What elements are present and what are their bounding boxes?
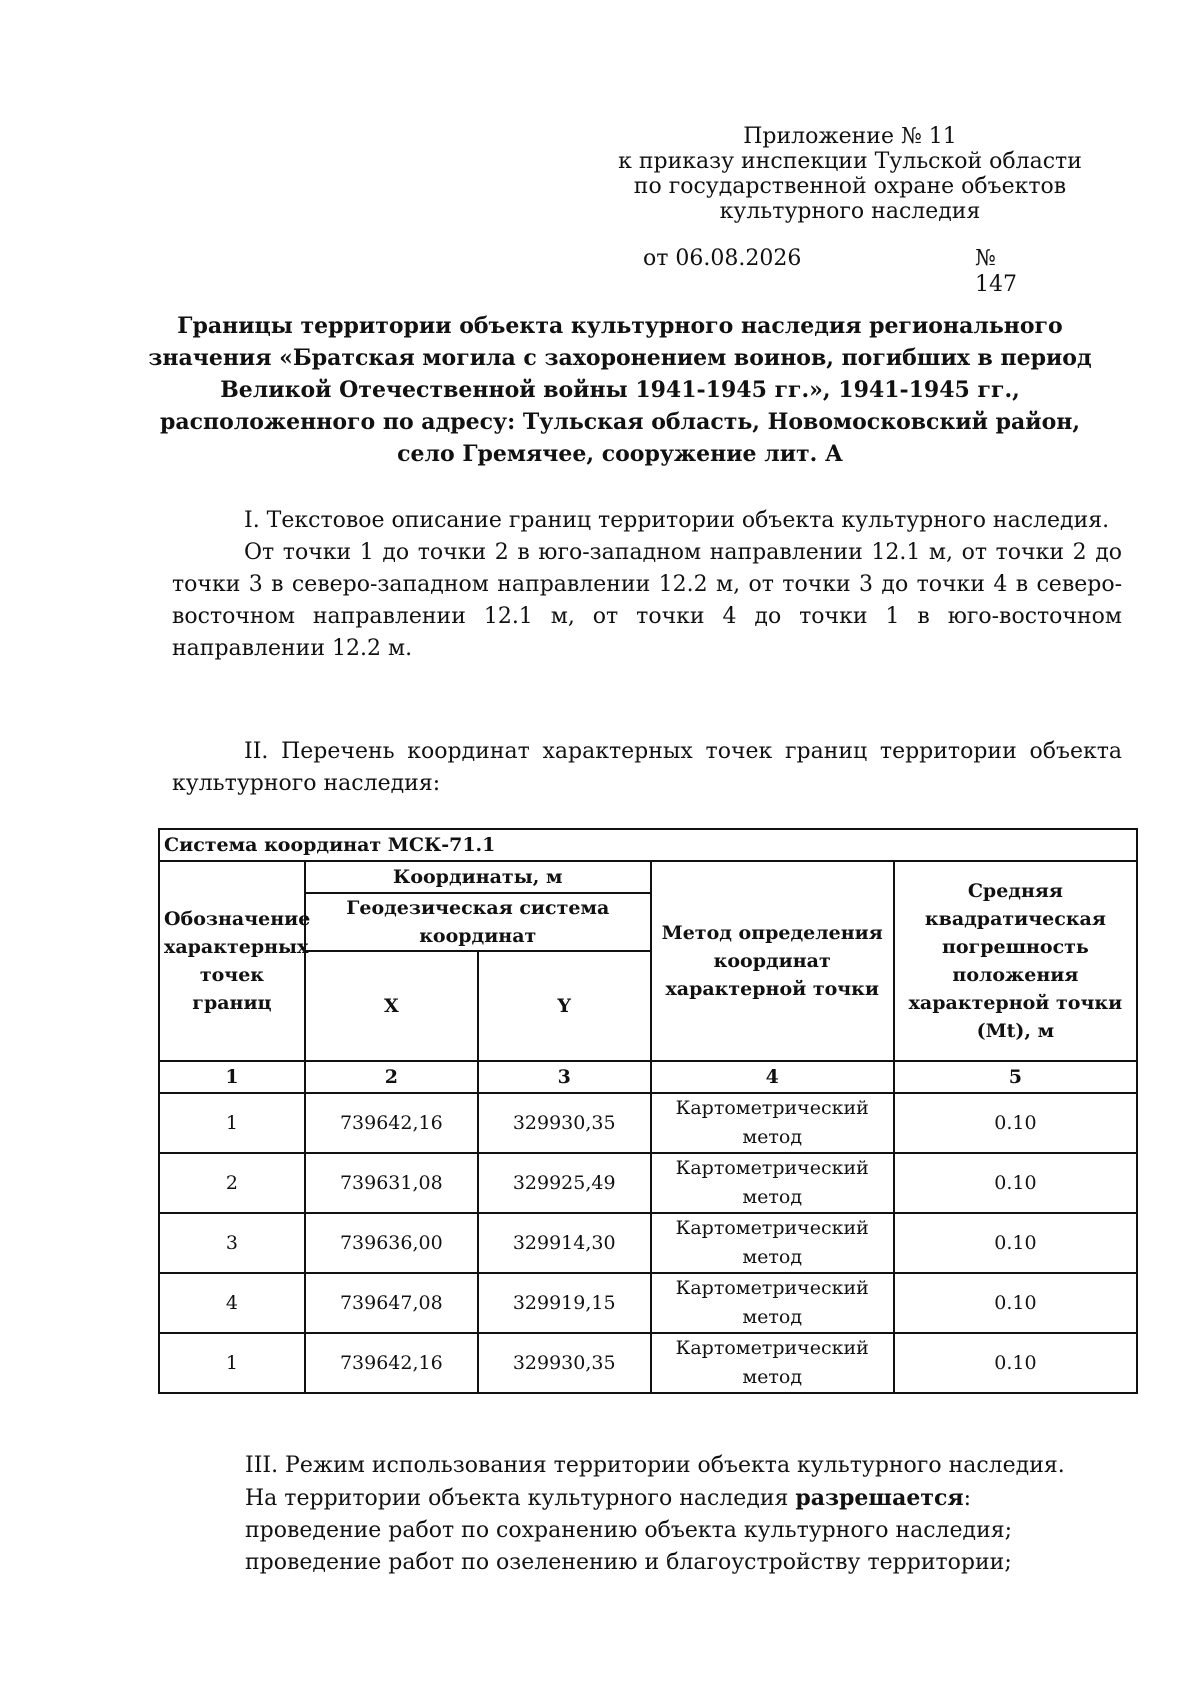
cell-point: 2 [159, 1153, 305, 1213]
col-header-point: Обозначение характерных точек границ [159, 861, 305, 1061]
title-line: село Гремячее, сооружение лит. А [397, 441, 843, 467]
cell-error: 0.10 [894, 1333, 1137, 1393]
cell-x: 739647,08 [305, 1273, 478, 1333]
section-usage-regime [245, 1450, 1125, 1579]
column-index: 3 [478, 1061, 651, 1093]
cell-error: 0.10 [894, 1213, 1137, 1273]
allowed-suffix: : [963, 1486, 972, 1511]
allowed-prefix: На территории объекта культурного наследия [245, 1486, 796, 1511]
cell-method: Картометрический метод [651, 1093, 894, 1153]
table-row [159, 1333, 1137, 1393]
appendix-header [580, 124, 1120, 224]
table-row [159, 1093, 1137, 1153]
cell-error: 0.10 [894, 1093, 1137, 1153]
col-header-error: Средняя квадратическая погрешность положения характерной точки (Mt), м [894, 861, 1137, 1061]
table-row [159, 1153, 1137, 1213]
section-coordinates-list [172, 736, 1122, 800]
section1-heading: I. Текстовое описание границ территории объекта культурного наследия. [244, 508, 1110, 533]
appendix-line: по государственной охране объектов [633, 174, 1067, 199]
coordinate-system: Система координат МСК-71.1 [159, 829, 1137, 861]
cell-x: 739636,00 [305, 1213, 478, 1273]
section3-heading: III. Режим использования территории объекта культурного наследия. [245, 1453, 1065, 1478]
appendix-line: к приказу инспекции Тульской области [618, 149, 1082, 174]
col-header-coords: Координаты, м [305, 861, 651, 893]
section2-heading: II. Перечень координат характерных точек границ территории объекта культурного наследия: [172, 739, 1122, 796]
order-number: № 147 [975, 246, 1017, 297]
column-index: 5 [894, 1061, 1137, 1093]
cell-point: 1 [159, 1333, 305, 1393]
appendix-line: Приложение № 11 [743, 124, 957, 149]
cell-method: Картометрический метод [651, 1153, 894, 1213]
cell-y: 329925,49 [478, 1153, 651, 1213]
allowed-item: проведение работ по озеленению и благоустройству территории; [245, 1550, 1012, 1575]
order-date-number [643, 246, 1043, 297]
col-header-method: Метод определения координат характерной точки [651, 861, 894, 1061]
column-index-row [159, 1061, 1137, 1093]
cell-point: 1 [159, 1093, 305, 1153]
cell-y: 329914,30 [478, 1213, 651, 1273]
cell-x: 739642,16 [305, 1333, 478, 1393]
table-row [159, 1213, 1137, 1273]
title-line: Великой Отечественной войны 1941-1945 гг.», 1941-1945 гг., [220, 377, 1020, 403]
allowed-line [245, 1482, 1125, 1515]
cell-x: 739642,16 [305, 1093, 478, 1153]
allowed-word: разрешается [795, 1485, 964, 1511]
cell-x: 739631,08 [305, 1153, 478, 1213]
column-index: 1 [159, 1061, 305, 1093]
allowed-item: проведение работ по сохранению объекта культурного наследия; [245, 1518, 1013, 1543]
col-header-x: X [305, 951, 478, 1061]
cell-method: Картометрический метод [651, 1333, 894, 1393]
appendix-line: культурного наследия [719, 199, 981, 224]
cell-point: 3 [159, 1213, 305, 1273]
table-row [159, 1273, 1137, 1333]
col-header-geodetic: Геодезическая система координат [305, 893, 651, 951]
col-header-y: Y [478, 951, 651, 1061]
cell-y: 329919,15 [478, 1273, 651, 1333]
cell-error: 0.10 [894, 1153, 1137, 1213]
cell-y: 329930,35 [478, 1093, 651, 1153]
section1-text: От точки 1 до точки 2 в юго-западном направлении 12.1 м, от точки 2 до точки 3 в северо-западном направлении 12.2 м, от точки 3 до точки 4 в северо-восточном направлении 12.1 м, от точки 4 до точки 1 в юго-восточном направлении 12.2 м. [172, 540, 1122, 661]
column-index: 2 [305, 1061, 478, 1093]
order-date: от 06.08.2026 [643, 246, 802, 271]
title-line: Границы территории объекта культурного наследия регионального [177, 313, 1063, 339]
document-title [120, 310, 1120, 470]
cell-y: 329930,35 [478, 1333, 651, 1393]
cell-method: Картометрический метод [651, 1213, 894, 1273]
cell-method: Картометрический метод [651, 1273, 894, 1333]
coordinates-table [158, 828, 1138, 1394]
cell-point: 4 [159, 1273, 305, 1333]
title-line: значения «Братская могила с захоронением воинов, погибших в период [148, 345, 1092, 371]
section-text-description [172, 505, 1122, 665]
title-line: расположенного по адресу: Тульская область, Новомосковский район, [159, 409, 1081, 435]
cell-error: 0.10 [894, 1273, 1137, 1333]
column-index: 4 [651, 1061, 894, 1093]
